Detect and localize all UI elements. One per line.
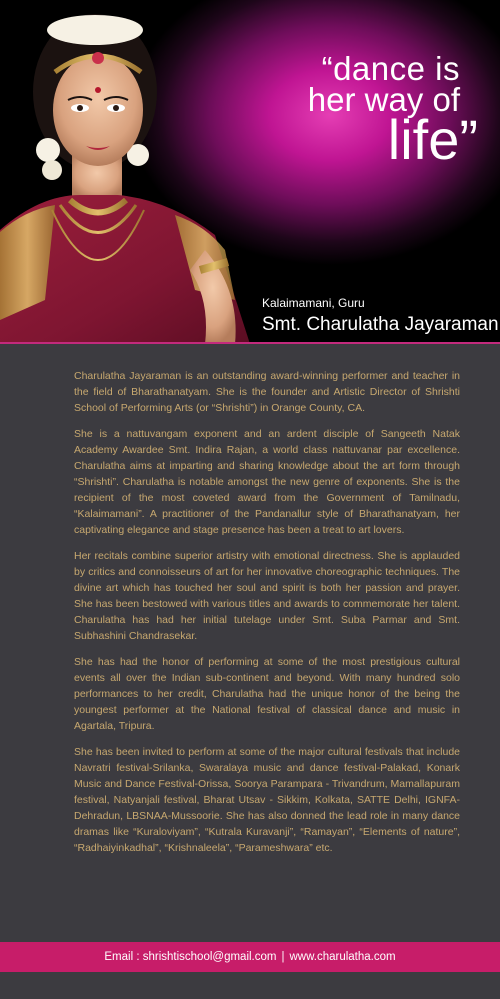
bio-paragraph: She has had the honor of performing at some of the most prestigious cultural events all over the Indian sub-continent and beyond. With many hundred solo performances to her credit, Charulatha had the unique honor of the being the youngest performer at the National festival of classical dance and music in Agartala, Tripura.: [74, 656, 460, 732]
biography: [74, 368, 460, 866]
bio-paragraph: She has been invited to perform at some of the major cultural festivals that include Navratri festival-Srilanka, Swaralaya music and dance festival-Palakad, Konark Music and Dance Festival-Orissa, Soorya Parampara - Trivandrum, Mamallapuram festival, Natyanjali festival, Bharat Utsav - Sikkim, Kolkata, SATTE Delhi, IGNFA-Dehradun, LBSNAA-Mussoorie. She has also donned the lead role in many dance dramas like “Kuraloviyam”, “Kutrala Kuravanji”, “Ramayan”, “Elements of nature”, “Radhaiyinkadhal”, “Krishnaleela”, “Parameshwara” etc.: [74, 746, 460, 854]
hero-banner: [0, 0, 500, 344]
hero-divider: [0, 342, 500, 344]
bottom-strip: [0, 972, 500, 999]
quote-line-1: “dance is: [321, 50, 460, 87]
quote-line-3: life”: [387, 108, 478, 171]
honorific-title: Kalaimamani, Guru: [262, 296, 365, 310]
footer-separator: |: [281, 951, 285, 963]
quote-text: [200, 50, 478, 171]
bio-paragraph: She is a nattuvangam exponent and an ardent disciple of Sangeeth Natak Academy Awardee Smt. Indira Rajan, a world class nattuvanar par excellence. Charulatha aims at imparting and sharing knowledge about the art form through “Shrishti”. Charulatha is notable amongst the new genre of exponents. She is the recipient of the most coveted award from the Government of Tamilnadu, “Kalaimamani”. A practitioner of the Pandanallur style of Bharathanatyam, her captivating elegance and stage presence has been a treat to art lovers.: [74, 428, 460, 536]
email-link[interactable]: Email : shrishtischool@gmail.com: [104, 951, 277, 963]
quote-line-2: her way of: [307, 81, 460, 118]
bio-paragraph: Charulatha Jayaraman is an outstanding award-winning performer and teacher in the field of Bharathanatyam. She is the founder and Artistic Director of Shrishti School of Performing Arts (or “Shrishti”) in Orange County, CA.: [74, 370, 460, 414]
contact-footer: [0, 942, 500, 972]
artist-name: Smt. Charulatha Jayaraman: [262, 314, 499, 335]
bio-paragraph: Her recitals combine superior artistry with emotional directness. She is applauded by critics and connoisseurs of art for her innovative choreographic techniques. The divine art which has touched her soul and spirit is both her passion and prayer. She has been bestowed with various titles and awards to commemorate her talent. Charulatha has had her initial tutelage under Smt. Suba Parmar and Smt. Subhashini Chandrasekar.: [74, 550, 460, 642]
website-link[interactable]: www.charulatha.com: [289, 951, 396, 963]
